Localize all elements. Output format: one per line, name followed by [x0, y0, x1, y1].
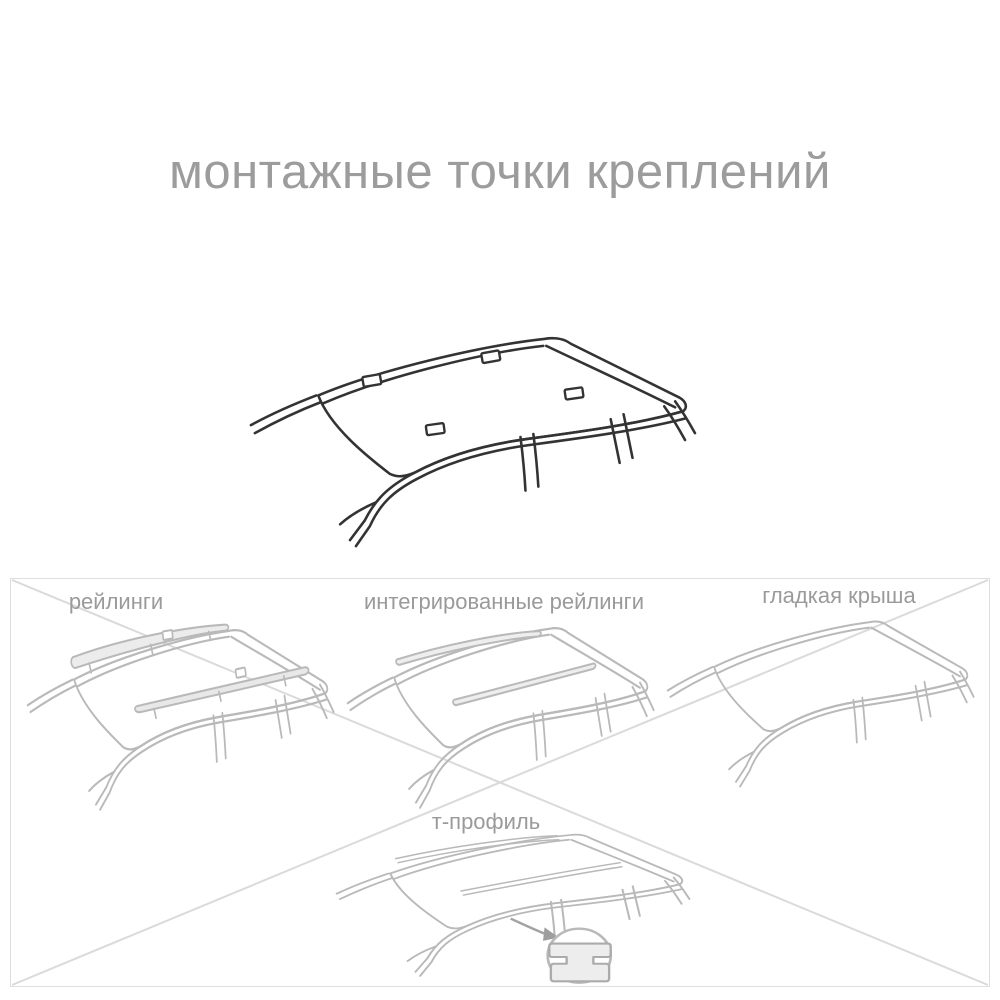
mount-point-front-left: [362, 374, 381, 387]
mount-point-front-right: [481, 350, 500, 363]
roof-types-panel: [10, 578, 990, 987]
label-railings: рейлинги: [68, 589, 164, 614]
main-roof-mounting-points-drawing: [228, 330, 700, 558]
figure-smooth-roof-drawing: [654, 615, 975, 796]
page-title: монтажные точки креплений: [169, 145, 831, 199]
label-t-profile: т-профиль: [431, 809, 541, 834]
figure-integrated-railings-drawing: [334, 621, 655, 818]
figure-railings-drawing: [14, 623, 335, 820]
magnifier-callout: [511, 919, 611, 983]
figure-t-profile-drawing: [321, 829, 691, 984]
mount-point-rear-right: [565, 387, 584, 399]
mount-point-rear-left: [426, 423, 445, 435]
label-integrated-railings: интегрированные рейлинги: [363, 589, 645, 614]
label-smooth-roof: гладкая крыша: [762, 583, 916, 608]
